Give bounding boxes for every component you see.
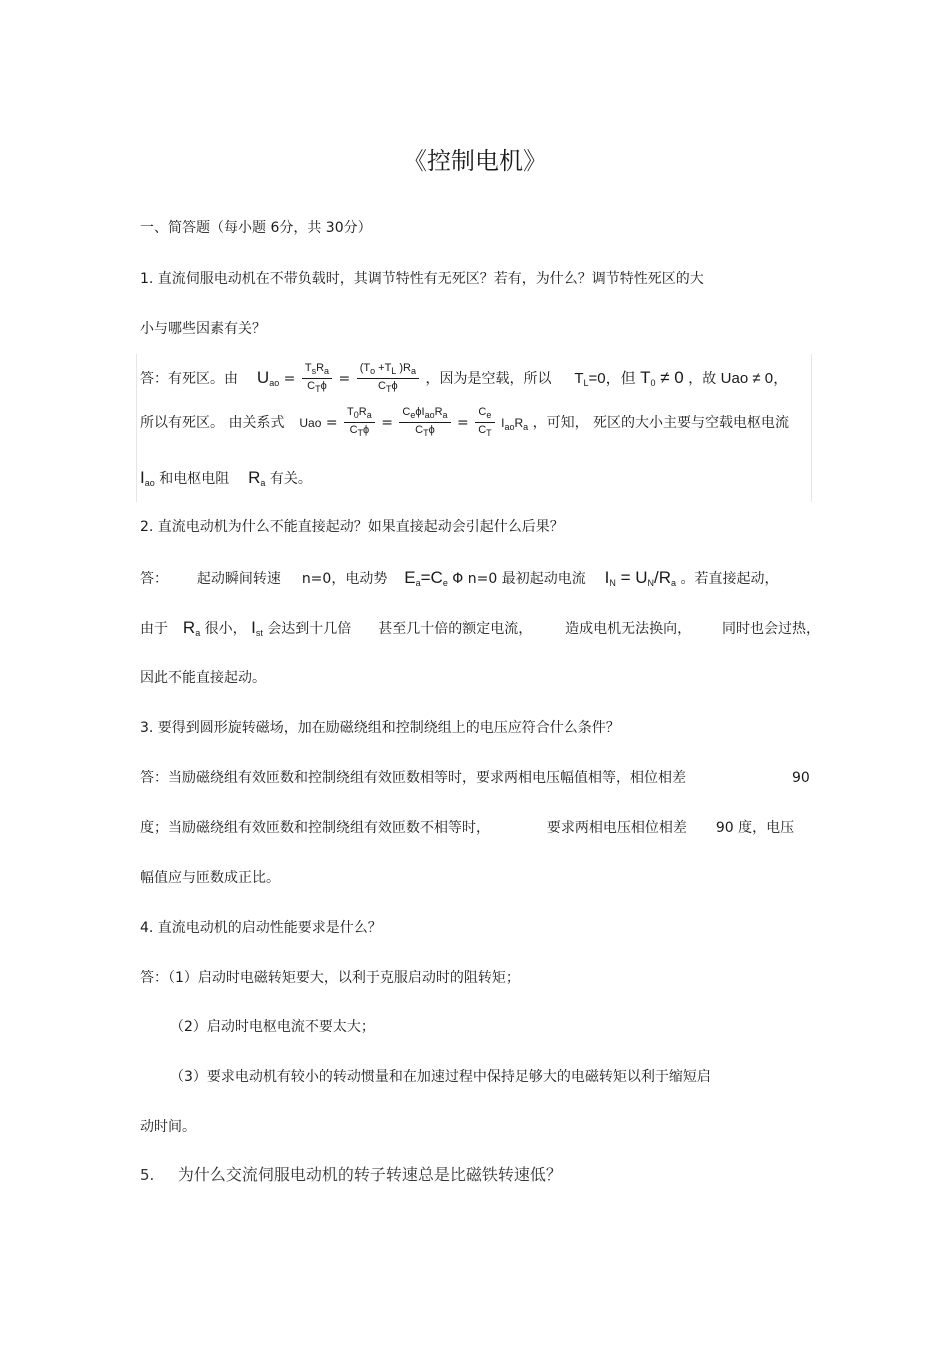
formula-iao-ra: $I_{ao}R_a$ — [501, 416, 529, 432]
formula-t0: $T_0 \ne 0$ — [640, 368, 684, 388]
q3-answer-line1: 答：当励磁绕组有效匝数和控制绕组有效匝数相等时，要求两相电压幅值相等，相位相差 — [140, 770, 686, 786]
answer-text: 度；当励磁绕组有效匝数和控制绕组有效匝数不相等时， — [140, 820, 490, 836]
answer-text: 答： — [140, 571, 168, 587]
answer-text: ，可知， 死区的大小主要与空载电枢电流 — [532, 415, 790, 431]
q4-answer-line2: （2）启动时电枢电流不要太大； — [170, 1019, 375, 1035]
q3-answer-line3: 幅值应与匝数成正比。 — [140, 870, 280, 886]
formula-iao: $I_{ao}$ — [140, 468, 155, 488]
answer-text: 会达到十几倍 — [267, 621, 352, 637]
question-text: 为什么交流伺服电动机的转子转速总是比磁铁转速低？ — [177, 1165, 562, 1184]
answer-text: 甚至几十倍的额定电流， — [378, 621, 533, 637]
answer-text: 最初起动电流 — [501, 571, 586, 587]
answer-text: ，因为是空载，所以 — [425, 371, 552, 387]
q1-answer-line2 — [140, 406, 789, 442]
q4-answer-line1: 答：（1）启动时电磁转矩要大，以利于克服启动时的阻转矩； — [140, 970, 520, 986]
answer-text: ，故 — [688, 371, 717, 387]
answer-text: 有关。 — [269, 471, 312, 487]
q2-answer-line1 — [140, 566, 778, 595]
answer-text: 同时也会过热， — [722, 621, 821, 637]
formula-ea: $E_a=C_e$ — [404, 568, 448, 588]
equals-sign: = — [283, 371, 296, 387]
formula-ra: $R_a$ — [248, 468, 266, 488]
formula-ist: $I_{st}$ — [251, 618, 263, 638]
fraction-5: $\frac{C_e}{C_T}$ — [475, 406, 494, 440]
formula-in: $I_N = U_N/R_a$ — [604, 568, 677, 588]
answer-text: 。若直接起动， — [680, 571, 779, 587]
fraction-3: $\frac{T_0R_a}{C_T\phi}$ — [344, 406, 375, 440]
q4-answer-line3: （3）要求电动机有较小的转动惯量和在加速过程中保持足够大的电磁转矩以利于缩短启 — [170, 1069, 711, 1085]
fraction-1: $\frac{T_sR_a}{C_T\phi}$ — [302, 362, 332, 396]
formula-uao-ne: Uao ≠ 0， — [720, 370, 789, 387]
fraction-2: $\frac{(T_o +T_L )R_a}{C_T\phi}$ — [357, 362, 419, 396]
answer-text: 要求两相电压相位相差 — [546, 820, 687, 836]
section-heading: 一、简答题（每小题 6分，共 30分） — [140, 220, 372, 236]
q2-answer-line3: 因此不能直接起动。 — [140, 670, 266, 686]
q2-question: 2. 直流电动机为什么不能直接起动？如果直接起动会引起什么后果？ — [140, 519, 564, 535]
answer-text: 由于 — [140, 621, 168, 637]
document-title: 《控制电机》 — [403, 147, 547, 175]
formula-uao: Uao — [299, 416, 322, 430]
q3-question: 3. 要得到圆形旋转磁场，加在励磁绕组和控制绕组上的电压应符合什么条件？ — [140, 720, 620, 736]
question-number: 5. — [140, 1166, 155, 1184]
q3-answer-line1-end: 90 — [792, 770, 810, 786]
answer-text: Φ n=0 — [452, 571, 498, 587]
answer-text: 90 度，电压 — [715, 820, 795, 836]
q1-question-line2: 小与哪些因素有关？ — [140, 321, 266, 337]
q4-answer-line4: 动时间。 — [140, 1119, 196, 1135]
equals-sign: = — [381, 415, 393, 431]
q1-question-line1: 1. 直流伺服电动机在不带负载时，其调节特性有无死区？若有，为什么？调节特性死区的大 — [140, 271, 704, 287]
answer-text: 造成电机无法换向， — [565, 621, 692, 637]
q2-answer-line2 — [140, 616, 820, 645]
q4-question: 4. 直流电动机的启动性能要求是什么？ — [140, 920, 382, 936]
q1-answer-line1 — [140, 362, 788, 397]
q1-answer-line3 — [140, 466, 312, 495]
equals-sign: = — [338, 371, 351, 387]
equals-sign: = — [325, 415, 338, 431]
q5-question — [140, 1166, 562, 1184]
formula-ra: $R_a$ — [182, 618, 201, 638]
answer-text: 起动瞬间转速 — [196, 571, 281, 587]
fraction-4: $\frac{C_e\phi I_{ao}R_a}{C_T\phi}$ — [399, 406, 450, 440]
formula-u: $U_{ao}$ — [256, 368, 280, 388]
answer-text: n=0，电动势 — [301, 571, 388, 587]
answer-text: 答：有死区。由 — [140, 371, 238, 387]
answer-text: 所以有死区。 由关系式 — [140, 415, 285, 431]
q3-answer-line2 — [140, 819, 794, 837]
answer-text: 很小， — [204, 621, 247, 637]
equals-sign: = — [457, 415, 469, 431]
formula-tl: $T_L=0$，但 — [574, 370, 636, 388]
answer-text: 和电枢电阻 — [159, 471, 230, 487]
